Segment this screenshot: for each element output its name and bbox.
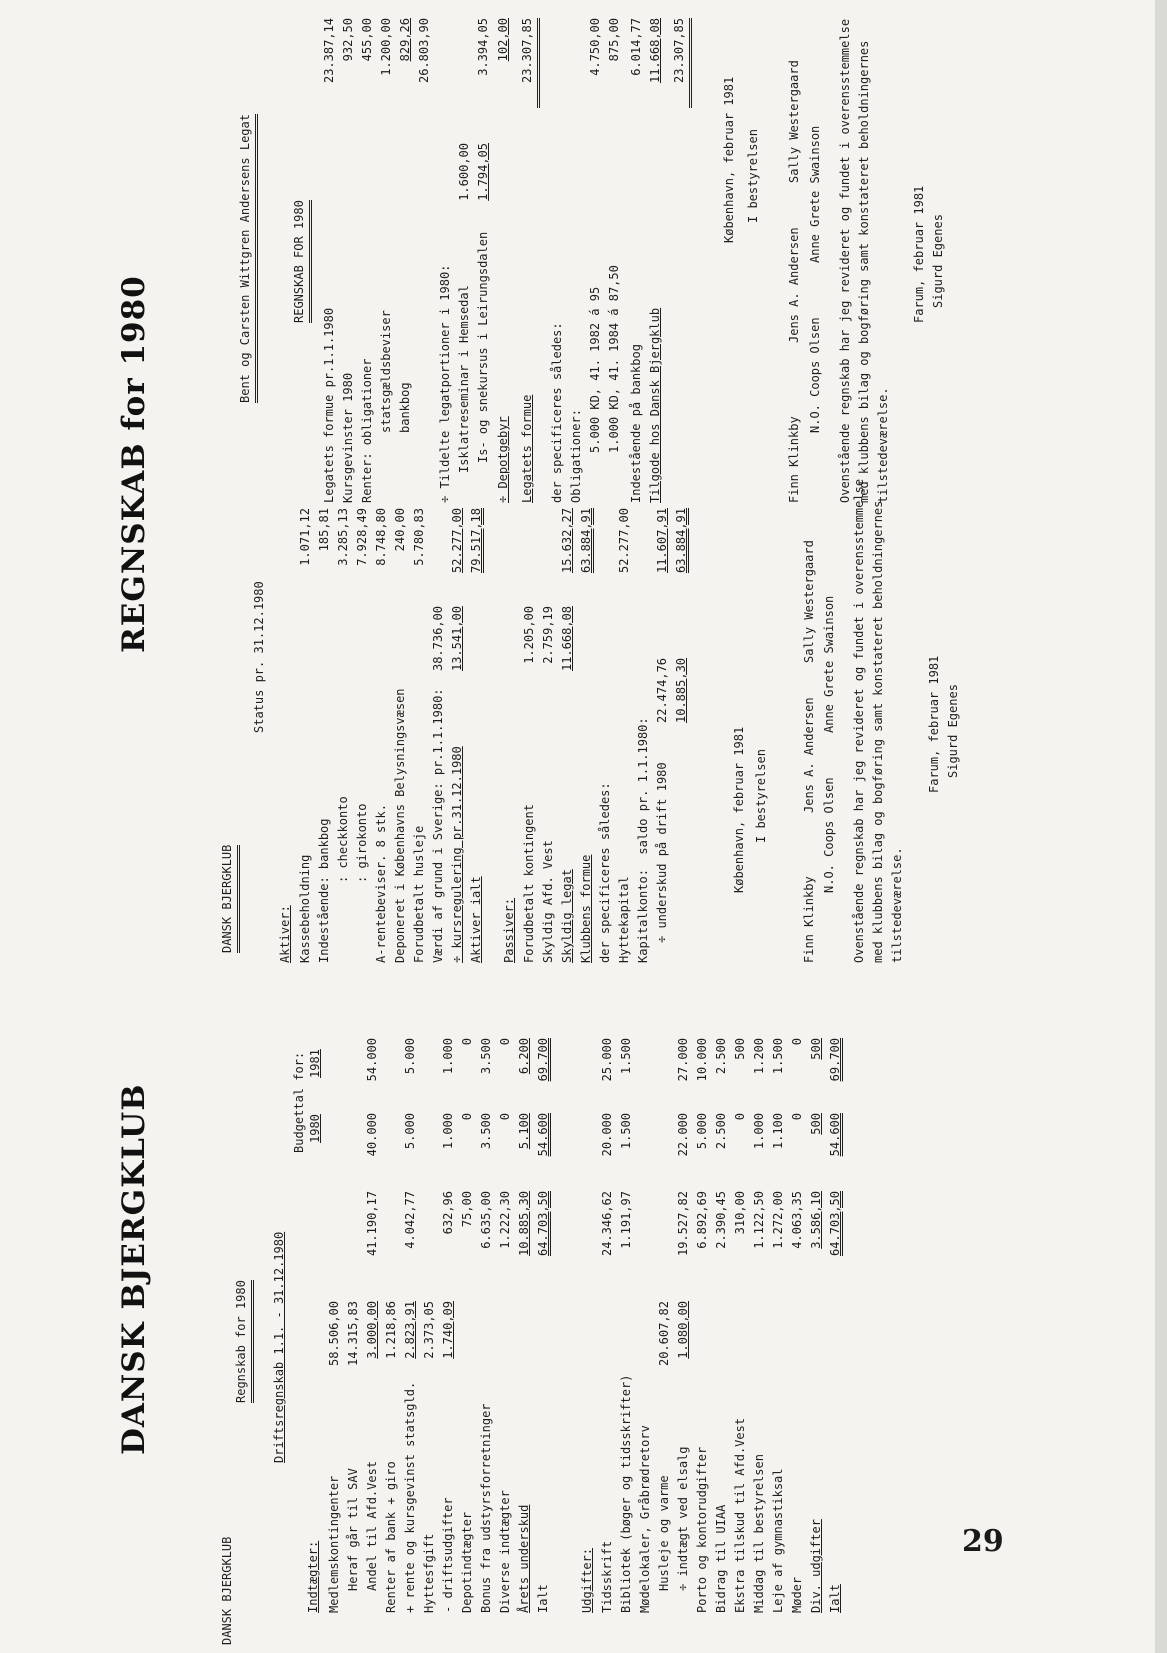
drift-subheading: Driftsregnskab 1.1. - 31.12.1980 [272,1231,286,1463]
audit-line-3a: tilstedeværelse. [890,847,904,963]
title-left: DANSK BJERGKLUB [116,1083,152,1455]
liability-value: 63.884,91 [674,508,688,574]
expense-budget-1981: 1.200 [752,1038,766,1075]
cap-underskud: 10.885,30 [674,657,688,723]
expense-budget-1980: 1.100 [771,1113,785,1150]
expense-value: 1.122,50 [752,1191,766,1249]
expense-label: Middag til bestyrelsen [752,1454,766,1613]
expense-label: Bibliotek (bøger og tidsskrifter) [619,1374,633,1613]
income-budget-1981 [325,1038,553,1108]
liab-sub [520,606,672,698]
income-sub-value: 2.823,91 [403,1301,417,1359]
expense-budget-1980: 54.600 [828,1113,842,1157]
oblig-1: 5.000 KD, 41. 1982 á 95 [588,286,602,453]
expense-sub-value [826,1301,845,1391]
liability-value: 63.884,91 [579,508,593,574]
income-budget-1980: 5.000 [403,1113,417,1150]
sign-name-4: N.O. Coops Olsen [822,777,836,893]
liability-sub-value: 11.668,08 [560,606,574,672]
legat-labels [320,303,415,503]
audit-line-1b: Ovenstående regnskab har jeg revideret og fundet i overensstemmelse [838,18,852,503]
expense-label: Ialt [828,1584,842,1613]
asset-value: 52.277,00 [450,508,464,574]
expense-label: Div. udgifter [809,1519,823,1613]
income-label: Andel til Afd.Vest [365,1460,379,1591]
expense-label: Tidsskrift [600,1540,614,1613]
oblig-2: 1.000 KD, 41. 1984 á 87,50 [607,265,621,453]
income-budget-1981: 0 [460,1038,474,1046]
drift-heading: Regnskab for 1980 [232,1280,254,1403]
liability-label: Klubbens formue [579,854,593,963]
oblig-label: Obligationer: [569,409,583,503]
legat-value: 23.387,14 [322,18,336,84]
expense-value: 64.703,50 [828,1191,842,1257]
expense-label: Ekstra tilskud til Afd.Vest [733,1417,747,1613]
expense-label: Husleje og varme [657,1475,671,1591]
expense-sub-value [807,1301,826,1391]
income-budget-1980 [344,1113,363,1183]
liability-label: Forudbetalt kontingent [522,804,536,963]
expense-budget-1981: 0 [790,1038,804,1046]
expense-value: 2.390,45 [714,1191,728,1249]
asset-value: 1.071,12 [298,508,312,566]
expense-sub1 [598,1301,845,1391]
expense-value: 1.191,97 [619,1191,633,1249]
auditor-2: Sigurd Egenes [931,214,945,308]
expense-sub-value [731,1301,750,1391]
liab-values [520,508,691,598]
sign-name-4b: N.O. Coops Olsen [808,317,822,433]
liability-value [539,508,558,598]
depot-val: 102,00 [496,18,510,62]
expense-sub-value [693,1301,712,1391]
asset-value: 5.780,83 [412,508,426,566]
legat-value: 1.200,00 [379,18,393,76]
income-budget-1981: 0 [498,1038,512,1046]
liability-label: Skyldig legat [560,869,574,963]
expense-value: 4.063,35 [790,1191,804,1249]
income-value: 1.222,30 [498,1191,512,1249]
budget-year-1980: 1980 [308,1114,322,1143]
income-budget-1980 [382,1113,401,1183]
expense-label: Leje af gymnastiksal [771,1468,785,1613]
legat-value: 829,26 [398,18,412,62]
asset-value: 8.748,80 [374,508,388,566]
asset-label: Værdi af grund i Sverige: pr.1.1.1980: [431,688,445,963]
sign-name-5: Anne Grete Swainson [822,595,836,733]
sign-name-2b: Jens A. Andersen [787,227,801,343]
legat-label: Kursgevinster 1980 [341,372,355,503]
income-budget-1981: 69.700 [536,1038,550,1082]
title-right: REGNSKAB for 1980 [116,275,152,653]
income-budget-1981: 54.000 [365,1038,379,1082]
auditor-1: Sigurd Egenes [946,684,960,778]
sign-name-5b: Anne Grete Swainson [808,125,822,263]
assets-heading: Aktiver: [278,905,292,963]
expense-budget-1981: 500 [809,1038,823,1060]
income-budget-1980: 0 [498,1113,512,1121]
sign-board-2: I bestyrelsen [746,129,760,223]
income-budget-1980: 5.100 [517,1113,531,1150]
asset-value: 240,00 [393,508,407,552]
grant-val-1: 1.600,00 [457,143,471,201]
sign-name-1: Finn Klinkby [802,876,816,963]
asset-sub-value [467,606,486,698]
liability-value: 11.607,91 [655,508,669,574]
expense-budget-1981: 10.000 [695,1038,709,1082]
expense-label: Møder [790,1576,804,1613]
liab-labels [520,693,672,963]
sign-board-1: I bestyrelsen [754,749,768,843]
income-sub-value [534,1301,553,1391]
income-value: 10.885,30 [517,1191,531,1257]
expense-value: 3.586,10 [809,1191,823,1249]
budget-year-1981: 1981 [308,1049,322,1078]
legat-value: 932,50 [341,18,355,62]
expense-value: 19.527,82 [676,1191,690,1257]
audit-line-2a: med klubbens bilag og bogføring samt konstateret beholdningernes [871,500,885,963]
asset-sub-value [391,606,410,698]
legat-label: bankbog [398,382,412,433]
legat-value: 26.803,90 [417,18,431,84]
liability-value: 52.277,00 [617,508,631,574]
legat-value: 455,00 [360,18,374,62]
expense-sub-value [636,1301,655,1391]
grant-1: Isklatreseminar i Hemsedal [457,285,471,473]
liability-value [520,508,539,598]
status-org: DANSK BJERGKLUB [218,845,240,953]
income-label: + rente og kursgevinst statsgld. [403,1381,417,1613]
expense-sub-value [712,1301,731,1391]
legat-label: Renter: obligationer [360,358,374,503]
liability-label: Kapitalkonto: saldo pr. 1.1.1980: [636,717,650,963]
income-sub-value [515,1301,534,1391]
expense-sub2 [598,1191,845,1283]
asset-sub-value [353,606,372,698]
expense-value [636,1191,655,1283]
asset-sub-value [296,606,315,698]
expense-sub-value: 1.080,00 [676,1301,690,1359]
asset-label: : checkkonto [336,796,350,883]
liability-sub-value [634,606,653,698]
expense-sub-value [598,1301,617,1391]
income-budget-1981: 6.200 [517,1038,531,1075]
income-budget-1980: 0 [460,1113,474,1121]
expense-labels [598,1373,845,1613]
asset-label: ÷ kursregulering pr.31.12.1980 [450,746,464,963]
expense-budget-1981 [636,1038,655,1108]
liability-label: Skyldig Afd. Vest [541,840,555,963]
budget-header: Budgettal for: [292,1051,306,1153]
audit-line-3b: tilstedeværelse. [876,387,890,503]
bank-val: 6.014,77 [629,18,643,76]
drift-org: DANSK BJERGKLUB [220,1536,234,1645]
income-sub-value: 3.000,00 [365,1301,379,1359]
asset-label: Kassebeholdning [298,854,312,963]
expense-sub-value: 20.607,82 [657,1301,671,1367]
income-budget-1981 [382,1038,401,1108]
liability-label: ÷ underskud på drift 1980 [655,762,669,943]
legat-values [320,18,434,108]
expense-budget-1980: 20.000 [600,1113,614,1157]
asset-sub-value [486,606,505,698]
liability-value [596,508,615,598]
assets-values [296,508,486,598]
income-budget-1980 [420,1113,439,1183]
asset-value: 7.928,49 [355,508,369,566]
expense-budget-1981 [598,1038,845,1108]
income-labels [325,1373,553,1613]
sign-name-2: Jens A. Andersen [802,697,816,813]
sign-place-2: København, februar 1981 [722,76,736,243]
page-number: 29 [962,1524,1004,1559]
income-sub-value [496,1301,515,1391]
tilgode-label: Tilgode hos Dansk Bjergklub [648,307,662,503]
income-sub-value: 1.218,86 [384,1301,398,1359]
income-budget-1981: 1.000 [441,1038,455,1075]
asset-label: Indestående: bankbog [317,818,331,963]
expense-budget-1981: 25.000 [600,1038,614,1082]
income-value [344,1191,363,1283]
expense-value: 1.272,00 [771,1191,785,1249]
sign-name-3: Sally Westergaard [802,540,816,663]
liability-label: der specificeres således: [598,782,612,963]
income-budget-1981: 5.000 [403,1038,417,1075]
income-label: Depotindtægter [460,1511,474,1613]
liability-sub-value [596,606,615,698]
income-sub-value: 2.373,05 [422,1301,436,1359]
income-label: Årets underskud [517,1504,531,1613]
assets-sub [296,606,505,698]
expense-budget-1980: 1.000 [752,1113,766,1150]
spec-label: der specificeres således: [550,322,564,503]
income-label: Diverse indtægter [498,1490,512,1613]
income-sub-value: 14.315,83 [346,1301,360,1367]
expense-budget-1980: 0 [733,1113,747,1121]
expense-budget-1981: 1.500 [771,1038,785,1075]
income-sub-value: 1.740,09 [441,1301,455,1359]
expense-budget-1981: 500 [733,1038,747,1060]
expense-label: ÷ indtægt ved elsalg [676,1446,690,1591]
income-label: - driftsudgifter [441,1497,455,1613]
asset-sub-value [410,606,429,698]
asset-label: Forudbetalt husleje [412,825,426,963]
oblig-val-1: 4.750,00 [588,18,602,76]
income-value: 75,00 [460,1191,474,1228]
expense-budget-1980 [636,1113,655,1183]
liability-sub-value: 2.759,19 [541,606,555,664]
income-budget-1981: 3.500 [479,1038,493,1075]
expense-budget-1981: 69.700 [828,1038,842,1082]
asset-sub-value: 38.736,00 [431,606,445,672]
oblig-val-2: 875,00 [607,18,621,62]
farum-1: Farum, februar 1981 [927,655,941,793]
grant-heading: ÷ Tildelte legatportioner i 1980: [438,264,452,503]
income-value: 64.703,50 [536,1191,550,1257]
tilgode-val: 11.668,08 [648,18,662,84]
expense-label: Bidrag til UIAA [714,1504,728,1613]
income-value [325,1191,344,1283]
expense-sub-value [769,1301,788,1391]
legat-title: Bent og Carsten Wittgren Andersens Legat [236,114,258,403]
bank-label: Indestående på bankbog [629,344,643,503]
audit-line-1a: Ovenstående regnskab har jeg revideret og fundet i overensstemmelse [852,478,866,963]
income-sub-value: 58.506,00 [327,1301,341,1367]
income-label: Ialt [536,1584,550,1613]
asset-label: Aktiver ialt [469,876,483,963]
expense-budget-1980: 1.500 [619,1113,633,1150]
income-sub2 [325,1191,553,1283]
income-value: 6.635,00 [479,1191,493,1249]
income-sub-value [477,1301,496,1391]
formue-label: Legatets formue [520,394,534,503]
asset-label: Deponeret i Københavns Belysningsvæsen [393,688,407,963]
expense-budget-1980 [655,1113,674,1183]
income-budget-1980: 40.000 [365,1113,379,1157]
income-sub1 [325,1301,553,1391]
income-label: Medlemskontingenter [327,1475,341,1613]
liability-value [634,508,653,598]
expense-budget-1980: 2.500 [714,1113,728,1150]
liability-value: 15.632,27 [560,508,574,574]
assets-labels [296,683,486,963]
expense-budget-1981: 1.500 [619,1038,633,1075]
legat-label: Legatets formue pr.1.1.1980 [322,307,336,503]
expense-value: 6.892,69 [695,1191,709,1249]
asset-value: 79.517,18 [469,508,483,574]
liability-sub-value [577,606,596,698]
expense-budget-1980: 500 [809,1113,823,1135]
grant-val-2: 1.794,05 [476,143,490,201]
expense-sub-value [750,1301,769,1391]
income-value: 632,96 [441,1191,455,1235]
depot-label: ÷ Depotgebyr [496,416,510,503]
liability-label: Hyttekapital [617,876,631,963]
expense-label: Mødelokaler, Gråbrødretorv [638,1425,652,1613]
sign-name-1b: Finn Klinkby [787,416,801,503]
income-heading: Indtægter: [306,1540,320,1613]
expense-sub-value [788,1301,807,1391]
income-budget-1980: 3.500 [479,1113,493,1150]
expense-sub-value [617,1301,636,1391]
legat-total: 23.307,85 [670,18,692,108]
expense-budget-1981: 2.500 [714,1038,728,1075]
income-budget-1981 [344,1038,363,1108]
income-budget-1981 [420,1038,439,1108]
income-label: Hyttesfgift [422,1533,436,1613]
income-label: Renter af bank + giro [384,1461,398,1613]
expense-budget-1981 [655,1038,674,1108]
expense-value [655,1191,674,1283]
cap-saldo: 22.474,76 [655,657,669,723]
asset-sub-value [315,606,334,698]
formue-val: 23.307,85 [518,18,540,108]
income-label: Bonus fra udstyrsforretninger [479,1403,493,1613]
income-budget-1980: 54.600 [536,1113,550,1157]
expense-label: Porto og kontorudgifter [695,1446,709,1613]
status-heading: Status pr. 31.12.1980 [252,581,266,733]
income-value [420,1191,439,1283]
income-value [382,1191,401,1283]
liability-sub-value [615,606,634,698]
sign-place-1: København, februar 1981 [732,726,746,893]
income-budget-1980 [325,1113,553,1183]
expense-budget-1980 [598,1113,845,1183]
audit-line-2b: med klubbens bilag og bogføring samt konstateret beholdningernes [857,40,871,503]
asset-sub-value: 13.541,00 [450,606,464,672]
expense-budget-1980: 0 [790,1113,804,1121]
asset-label: A-rentebeviser. 8 stk. [374,804,388,963]
income-label: Heraf går til SAV [346,1468,360,1591]
income-value: 41.190,17 [365,1191,379,1257]
expense-budget-1980: 5.000 [695,1113,709,1150]
liab-heading: Passiver: [502,897,516,963]
expense-heading: Udgifter: [580,1547,594,1613]
asset-sub-value [372,606,391,698]
grant-2: Is- og snekursus i Leirungsdalen [476,231,490,463]
expense-budget-1981: 27.000 [676,1038,690,1082]
income-value: 4.042,77 [403,1191,417,1249]
expense-value: 310,00 [733,1191,747,1235]
income-budget-1980 [325,1113,344,1183]
farum-2: Farum, februar 1981 [912,185,926,323]
asset-sub-value [334,606,353,698]
expense-value: 24.346,62 [600,1191,614,1257]
sign-name-3b: Sally Westergaard [787,60,801,183]
income-sub-value [458,1301,477,1391]
legat-label: statsgældsbeviser [379,310,393,433]
expense-budget-1980: 22.000 [676,1113,690,1157]
asset-label: : girokonto [355,803,369,883]
income-budget-1981 [325,1038,344,1108]
grant-total: 3.394,05 [476,18,490,76]
liability-sub-value: 1.205,00 [522,606,536,664]
asset-value: 3.285,13 [336,508,350,566]
asset-value: 185,81 [317,508,331,552]
income-budget-1980: 1.000 [441,1113,455,1150]
legat-heading: REGNSKAB FOR 1980 [290,200,312,323]
asset-value [429,508,448,598]
